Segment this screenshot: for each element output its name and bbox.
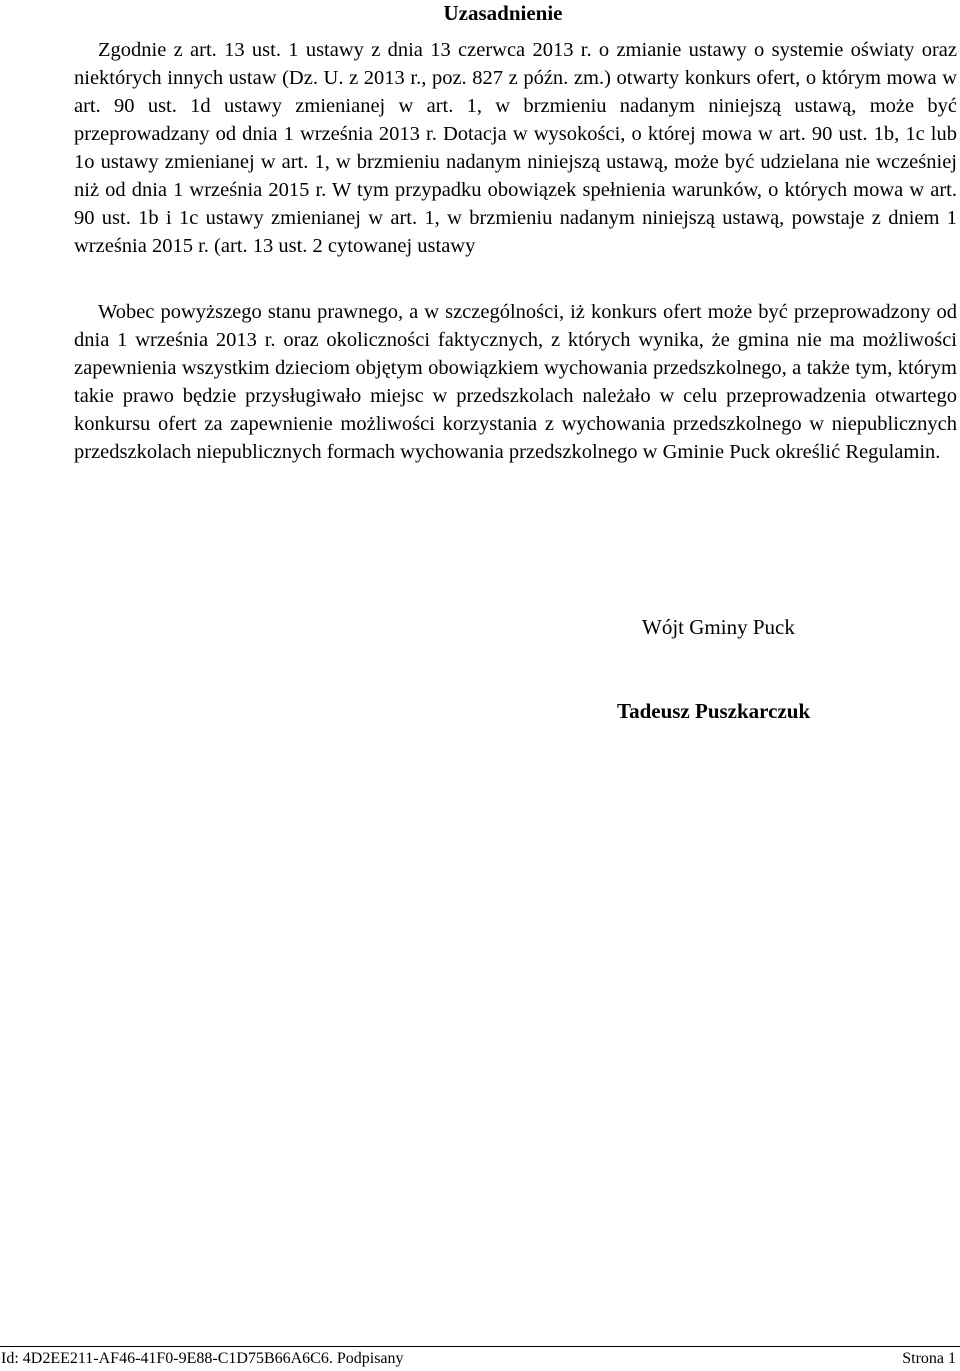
footer-page-number: Strona 1 [902,1350,956,1367]
paragraph-legal-basis: Zgodnie z art. 13 ust. 1 ustawy z dnia 13 czerwca 2013 r. o zmianie ustawy o systemie oświaty oraz niektórych innych ustaw (Dz. U. z 2013 r., poz. 827 z późn. zm.) otwarty konkurs ofert, o którym mowa w art. 90 ust. 1d ustawy zmienianej w art. 1, w brzmieniu nadanym niniejszą ustawą, może być przeprowadzany od dnia 1 września 2013 r. Dotacja w wysokości, o której mowa w art. 90 ust. 1b, 1c lub 1o ustawy zmienianej w art. 1, w brzmieniu nadanym niniejszą ustawą, może być udzielana nie wcześniej niż od dnia 1 września 2015 r. W tym przypadku obowiązek spełnienia warunków, o których mowa w art. 90 ust. 1b i 1c ustawy zmienianej w art. 1, w brzmieniu nadanym niniejszą ustawą, powstaje z dniem 1 września 2015 r. (art. 13 ust. 2 cytowanej ustawy [74,39,957,257]
footer-divider [0,1346,960,1347]
signature-role: Wójt Gminy Puck [642,615,795,639]
footer-document-id: Id: 4D2EE211-AF46-41F0-9E88-C1D75B66A6C6. Podpisany [1,1350,404,1367]
document-title: Uzasadnienie [443,1,563,25]
paragraph-justification: Wobec powyższego stanu prawnego, a w szczególności, iż konkurs ofert może być przeprowadzony od dnia 1 września 2013 r. oraz okoliczności faktycznych, z których wynika, że gmina nie ma możliwości zapewnienia wszystkim dzieciom objętym obowiązkiem wychowania przedszkolnego, a także tym, którym takie prawo będzie przysługiwało miejsc w przedszkolach należało w celu przeprowadzenia otwartego konkursu ofert za zapewnienie możliwości korzystania z wychowania przedszkolnego w niepublicznych przedszkolach niepublicznych formach wychowania przedszkolnego w Gminie Puck określić Regulamin. [74,301,957,463]
signature-name: Tadeusz Puszkarczuk [617,699,811,723]
